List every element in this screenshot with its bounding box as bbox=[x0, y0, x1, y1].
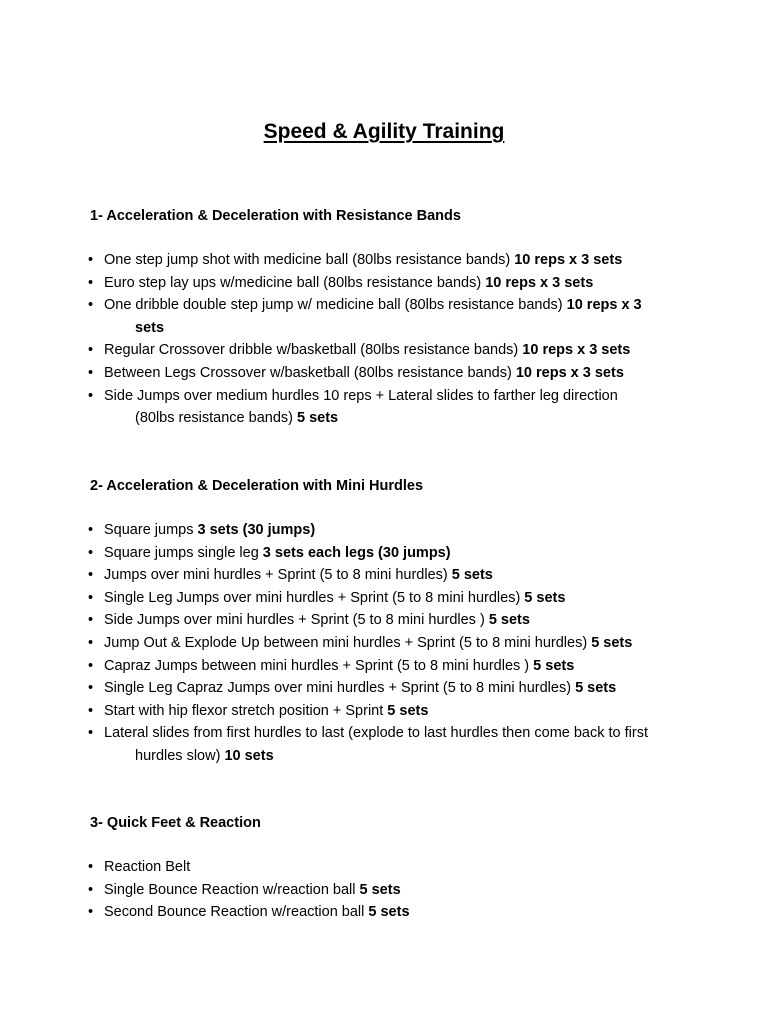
list-item bbox=[88, 519, 678, 542]
section-list-3 bbox=[88, 856, 678, 924]
section-heading-2: 2- Acceleration & Deceleration with Mini Hurdles bbox=[90, 478, 424, 494]
list-item bbox=[88, 564, 678, 587]
list-item bbox=[88, 542, 678, 565]
item-sets: 5 sets bbox=[488, 612, 530, 629]
item-text: Single Bounce Reaction w/reaction ball bbox=[104, 881, 360, 898]
item-text: Regular Crossover dribble w/basketball (80lbs resistance bands) bbox=[104, 342, 523, 359]
item-sets: 5 sets bbox=[533, 657, 575, 674]
list-item bbox=[88, 362, 678, 385]
list-item bbox=[88, 272, 678, 295]
item-text: One step jump shot with medicine ball (80lbs resistance bands) bbox=[104, 252, 515, 268]
item-text: Between Legs Crossover w/basketball (80lbs resistance bands) bbox=[104, 364, 516, 381]
list-item bbox=[88, 294, 678, 339]
list-item bbox=[88, 609, 678, 632]
bullet: • bbox=[88, 274, 94, 291]
bullet: • bbox=[88, 342, 94, 359]
section-list-2 bbox=[88, 519, 678, 768]
item-text: Jump Out & Explode Up between mini hurdles + Sprint (5 to 8 mini hurdles) bbox=[104, 634, 592, 651]
item-text: Reaction Belt bbox=[104, 859, 191, 875]
item-sets: 5 sets bbox=[387, 702, 429, 719]
document-title bbox=[0, 118, 768, 146]
bullet: • bbox=[88, 881, 94, 898]
bullet: • bbox=[88, 522, 94, 538]
list-item bbox=[88, 385, 678, 430]
item-sets: 5 sets bbox=[524, 589, 566, 606]
bullet: • bbox=[88, 297, 94, 314]
document-title-text: Speed & Agility Training bbox=[263, 120, 505, 143]
item-sets: 5 sets bbox=[368, 904, 410, 921]
list-item bbox=[88, 901, 678, 924]
bullet: • bbox=[88, 657, 94, 674]
item-text-continued-plain: (80lbs resistance bands) bbox=[135, 410, 297, 427]
item-sets: 3 sets each legs (30 jumps) bbox=[262, 544, 451, 561]
list-item bbox=[88, 722, 678, 767]
list-item bbox=[88, 677, 678, 700]
bullet: • bbox=[88, 252, 94, 268]
bullet: • bbox=[88, 702, 94, 719]
item-text: Side Jumps over mini hurdles + Sprint (5 to 8 mini hurdles ) bbox=[104, 612, 489, 629]
item-sets: 10 reps x 3 sets bbox=[514, 252, 623, 268]
list-item bbox=[88, 587, 678, 610]
item-sets: 10 reps x 3 sets bbox=[485, 274, 594, 291]
list-item bbox=[88, 339, 678, 362]
item-text: Single Leg Jumps over mini hurdles + Sprint (5 to 8 mini hurdles) bbox=[104, 589, 525, 606]
item-sets: 5 sets bbox=[297, 410, 339, 427]
list-item bbox=[88, 632, 678, 655]
item-text: Capraz Jumps between mini hurdles + Sprint (5 to 8 mini hurdles ) bbox=[104, 657, 534, 674]
item-text-continued bbox=[104, 407, 678, 430]
item-sets: 10 reps x 3 sets bbox=[522, 342, 631, 359]
bullet: • bbox=[88, 567, 94, 584]
section-heading-3: 3- Quick Feet & Reaction bbox=[90, 815, 261, 831]
bullet: • bbox=[88, 904, 94, 921]
item-sets: 5 sets bbox=[359, 881, 401, 898]
list-item bbox=[88, 856, 678, 879]
item-text: Second Bounce Reaction w/reaction ball bbox=[104, 904, 369, 921]
item-text-continued-plain: hurdles slow) bbox=[135, 747, 225, 764]
item-text: Square jumps bbox=[104, 522, 198, 538]
item-sets: 5 sets bbox=[451, 567, 493, 584]
list-item bbox=[88, 249, 678, 272]
bullet: • bbox=[88, 680, 94, 697]
bullet: • bbox=[88, 725, 94, 742]
item-text: Square jumps single leg bbox=[104, 544, 263, 561]
item-text: One dribble double step jump w/ medicine ball (80lbs resistance bands) bbox=[104, 297, 567, 314]
bullet: • bbox=[88, 387, 94, 404]
item-sets: 5 sets bbox=[575, 680, 617, 697]
bullet: • bbox=[88, 859, 94, 875]
item-sets: 3 sets (30 jumps) bbox=[197, 522, 316, 538]
item-sets: 10 sets bbox=[224, 747, 274, 764]
bullet: • bbox=[88, 634, 94, 651]
item-text: Single Leg Capraz Jumps over mini hurdles + Sprint (5 to 8 mini hurdles) bbox=[104, 680, 576, 697]
item-text: Jumps over mini hurdles + Sprint (5 to 8 mini hurdles) bbox=[104, 567, 452, 584]
list-item bbox=[88, 879, 678, 902]
item-text: Side Jumps over medium hurdles 10 reps + Lateral slides to farther leg direction bbox=[104, 387, 618, 404]
item-text: Euro step lay ups w/medicine ball (80lbs resistance bands) bbox=[104, 274, 486, 291]
section-list-1 bbox=[88, 249, 678, 430]
item-sets: 10 reps x 3 sets bbox=[515, 364, 624, 381]
item-sets: 5 sets bbox=[591, 634, 633, 651]
section-heading-1: 1- Acceleration & Deceleration with Resistance Bands bbox=[90, 208, 461, 224]
bullet: • bbox=[88, 612, 94, 629]
bullet: • bbox=[88, 544, 94, 561]
item-sets-continued: sets bbox=[135, 319, 165, 336]
item-text: Lateral slides from first hurdles to last (explode to last hurdles then come back to first bbox=[104, 725, 648, 742]
bullet: • bbox=[88, 364, 94, 381]
list-item bbox=[88, 700, 678, 723]
item-sets: 10 reps x 3 bbox=[566, 297, 642, 314]
list-item bbox=[88, 655, 678, 678]
item-text-continued bbox=[104, 745, 678, 768]
bullet: • bbox=[88, 589, 94, 606]
item-text: Start with hip flexor stretch position + Sprint bbox=[104, 702, 388, 719]
